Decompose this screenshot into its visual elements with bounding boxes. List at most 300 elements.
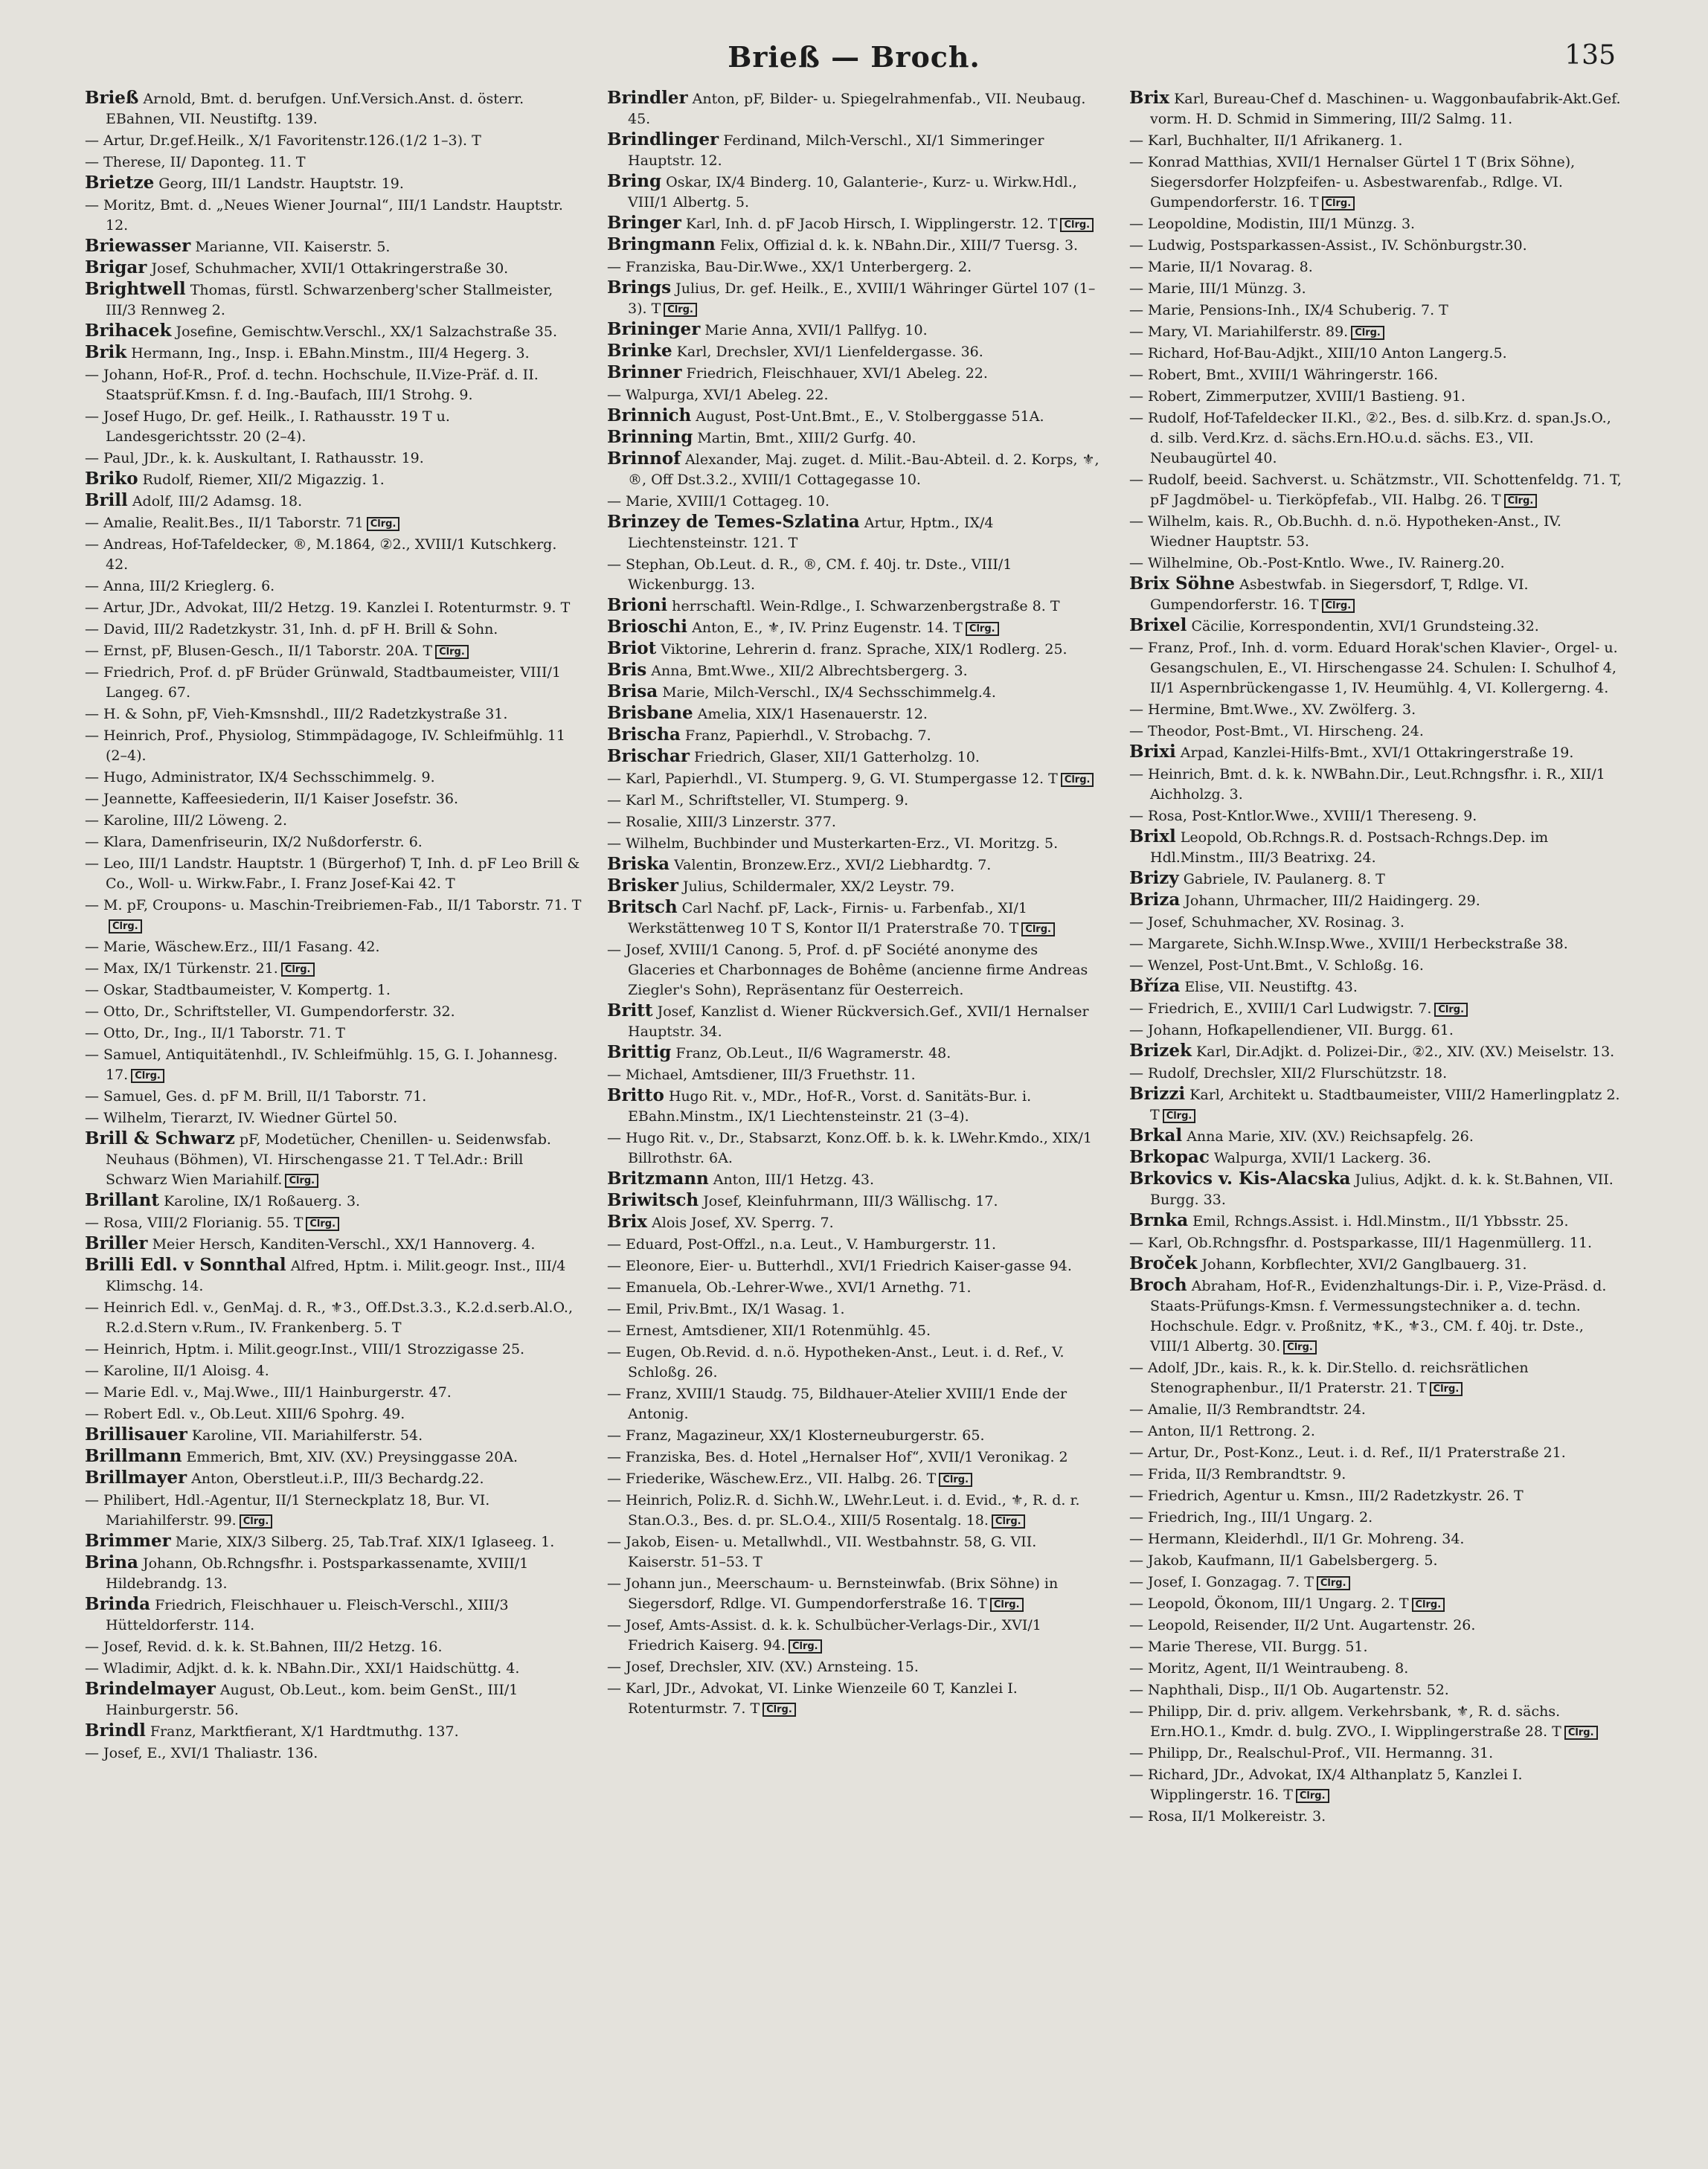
entry-details: — Josef, I. Gonzagag. 7. T xyxy=(1129,1574,1314,1590)
directory-entry xyxy=(85,1107,582,1128)
entry-details: — Marie, Wäschew.Erz., III/1 Fasang. 42. xyxy=(85,939,380,955)
entry-details: — Karoline, II/1 Aloisg. 4. xyxy=(85,1363,269,1379)
directory-entry xyxy=(1129,805,1626,826)
directory-entry xyxy=(85,490,582,512)
entry-details: — Marie, XVIII/1 Cottageg. 10. xyxy=(607,493,830,510)
entry-details: — Marie Therese, VII. Burgg. 51. xyxy=(1129,1639,1368,1655)
clearing-badge: Clrg. xyxy=(1296,1789,1329,1803)
directory-entry xyxy=(607,384,1104,405)
entry-surname: Bříza xyxy=(1129,976,1181,996)
entry-details: Julius, Dr. gef. Heilk., E., XVIII/1 Währinger Gürtel 107 (1–3). T xyxy=(628,280,1096,317)
directory-entry xyxy=(607,512,1104,553)
entry-details: Franz, Papierhdl., V. Strobachg. 7. xyxy=(684,727,931,744)
directory-entry xyxy=(1129,573,1626,615)
entry-details: Artur, Hptm., IX/4 Liechtensteinstr. 121. T xyxy=(628,515,994,551)
entry-surname: Brill & Schwarz xyxy=(85,1128,235,1148)
entry-details: Franz, Ob.Leut., II/6 Wagramerstr. 48. xyxy=(675,1045,951,1061)
directory-entry xyxy=(85,1679,582,1720)
entry-details: — Johann, Hofkapellendiener, VII. Burgg. 61. xyxy=(1129,1022,1454,1038)
directory-entry xyxy=(607,362,1104,384)
directory-entry xyxy=(85,1338,582,1360)
directory-entry xyxy=(1129,890,1626,911)
entry-details: Marie, XIX/3 Silberg. 25, Tab.Traf. XIX/1 Iglaseeg. 1. xyxy=(175,1534,555,1550)
directory-entry xyxy=(1129,364,1626,385)
entry-details: — Marie, Pensions-Inh., IX/4 Schuberig. 7. T xyxy=(1129,302,1448,318)
entry-details: — Rudolf, Drechsler, XII/2 Flurschützstr. 18. xyxy=(1129,1065,1448,1082)
directory-entry xyxy=(1129,1253,1626,1275)
entry-details: Marie, Milch-Verschl., IX/4 Sechsschimmelg.4. xyxy=(662,684,996,701)
entry-details: — Eleonore, Eier- u. Butterhdl., XVI/1 Friedrich Kaiser-gasse 94. xyxy=(607,1258,1072,1274)
entry-details: — Philipp, Dir. d. priv. allgem. Verkehrsbank, ⚜, R. d. sächs. Ern.HO.1., Kmdr. d. bulg. ZVO., I. Wipplingerstraße 28. T xyxy=(1129,1703,1561,1740)
entry-surname: Brix Söhne xyxy=(1129,573,1236,594)
entry-details: — Klara, Damenfriseurin, IX/2 Nußdorferstr. 6. xyxy=(85,834,423,850)
clearing-badge: Clrg. xyxy=(131,1069,164,1083)
directory-entry xyxy=(1129,1398,1626,1420)
entry-details: — Heinrich Edl. v., GenMaj. d. R., ⚜3., Off.Dst.3.3., K.2.d.serb.Al.O., R.2.d.Stern v.Rum., IV. Frankenberg. 5. T xyxy=(85,1299,574,1336)
entry-surname: Brisker xyxy=(607,875,678,896)
entry-details: — Rudolf, Hof-Tafeldecker II.Kl., ②2., Bes. d. silb.Krz. d. span.Js.O., d. silb. Verd.Krz. d. sächs.Ern.HO.u.d. sächs. E3., VII. Neubaugürtel 40. xyxy=(1129,410,1611,466)
entry-details: — Leo, III/1 Landstr. Hauptstr. 1 (Bürgerhof) T, Inh. d. pF Leo Brill & Co., Woll- u. Wirkw.Fabr., I. Franz Josef-Kai 42. T xyxy=(85,855,580,892)
directory-entry xyxy=(1129,1420,1626,1442)
entry-details: August, Post-Unt.Bmt., E., V. Stolberggasse 51A. xyxy=(696,408,1044,425)
directory-entry xyxy=(85,1233,582,1255)
directory-entry xyxy=(607,1276,1104,1298)
directory-entry xyxy=(85,129,582,151)
directory-entry xyxy=(607,1000,1104,1042)
entry-surname: Britsch xyxy=(607,897,678,917)
directory-entry xyxy=(607,405,1104,427)
entry-surname: Brinzey de Temes-Szlatina xyxy=(607,512,860,532)
entry-details: — Heinrich, Prof., Physiolog, Stimmpädagoge, IV. Schleifmühlg. 11 (2–4). xyxy=(85,727,565,764)
entry-details: — Philipp, Dr., Realschul-Prof., VII. Hermanng. 31. xyxy=(1129,1745,1494,1761)
directory-entry xyxy=(85,1489,582,1531)
directory-entry xyxy=(607,88,1104,129)
directory-columns xyxy=(85,88,1626,1827)
entry-details: — Franziska, Bau-Dir.Wwe., XX/1 Unterbergerg. 2. xyxy=(607,259,972,275)
directory-entry xyxy=(607,1341,1104,1383)
directory-entry xyxy=(85,766,582,788)
clearing-badge: Clrg. xyxy=(1060,218,1094,232)
directory-entry xyxy=(85,173,582,194)
entry-details: — Rosalie, XIII/3 Linzerstr. 377. xyxy=(607,814,836,830)
directory-entry xyxy=(607,875,1104,897)
clearing-badge: Clrg. xyxy=(1317,1576,1350,1590)
entry-surname: Brindelmayer xyxy=(85,1679,216,1699)
directory-entry xyxy=(85,194,582,236)
entry-details: Friedrich, Fleischhauer, XVI/1 Abeleg. 22. xyxy=(686,365,988,382)
directory-entry xyxy=(607,1656,1104,1677)
entry-details: Abraham, Hof-R., Evidenzhaltungs-Dir. i. P., Vize-Präsd. d. Staats-Prüfungs-Kmsn. f. Vermessungstechniker a. d. techn. Hochschule. Edgr. v. Proßnitz, ⚜K., ⚜3., CM. f. 40j. tr. Dste., VIII/1 Albertg. 30. xyxy=(1150,1278,1607,1355)
directory-entry xyxy=(1129,213,1626,234)
entry-surname: Brininger xyxy=(607,319,701,339)
entry-surname: Brizy xyxy=(1129,868,1179,888)
directory-entry xyxy=(85,809,582,831)
entry-details: — Marie Edl. v., Maj.Wwe., III/1 Hainburgerstr. 47. xyxy=(85,1384,452,1401)
entry-details: — Max, IX/1 Türkenstr. 21. xyxy=(85,960,278,977)
entry-details: — Josef, Amts-Assist. d. k. k. Schulbücher-Verlags-Dir., XVI/1 Friedrich Kaiserg. 94. xyxy=(607,1617,1041,1654)
entry-details: — Andreas, Hof-Tafeldecker, ®, M.1864, ②2., XVIII/1 Kutschkerg. 42. xyxy=(85,536,557,573)
entry-details: Johann, Ob.Rchngsfhr. i. Postsparkassenamte, XVIII/1 Hildebrandg. 13. xyxy=(106,1555,529,1592)
entry-details: Friedrich, Fleischhauer u. Fleisch-Verschl., XIII/3 Hütteldorferstr. 114. xyxy=(106,1597,509,1633)
directory-entry xyxy=(607,1233,1104,1255)
directory-entry xyxy=(607,1064,1104,1085)
entry-details: — Wilhelm, Tierarzt, IV. Wiedner Gürtel 50. xyxy=(85,1110,398,1126)
directory-entry xyxy=(85,1424,582,1446)
entry-surname: Bris xyxy=(607,660,647,680)
clearing-badge: Clrg. xyxy=(664,303,697,317)
entry-details: Emil, Rchngs.Assist. i. Hdl.Minstm., II/1 Ybbsstr. 25. xyxy=(1192,1213,1569,1230)
directory-entry xyxy=(607,427,1104,449)
directory-entry xyxy=(607,256,1104,277)
entry-details: Adolf, III/2 Adamsg. 18. xyxy=(132,493,303,510)
directory-entry xyxy=(1129,234,1626,256)
directory-entry xyxy=(85,1636,582,1657)
directory-entry xyxy=(607,660,1104,681)
entry-surname: Briwitsch xyxy=(607,1190,699,1210)
directory-entry xyxy=(85,1552,582,1594)
directory-entry xyxy=(607,789,1104,811)
clearing-badge: Clrg. xyxy=(109,919,142,934)
directory-entry xyxy=(85,1085,582,1107)
entry-details: — Hugo Rit. v., Dr., Stabsarzt, Konz.Off. b. k. k. LWehr.Kmdo., XIX/1 Billrothstr. 6A. xyxy=(607,1130,1092,1166)
column-left xyxy=(85,88,582,1827)
directory-entry xyxy=(85,469,582,490)
entry-details: Thomas, fürstl. Schwarzenberg'scher Stallmeister, III/3 Rennweg 2. xyxy=(106,282,553,318)
entry-details: herrschaftl. Wein-Rdlge., I. Schwarzenbergstraße 8. T xyxy=(672,598,1060,614)
directory-entry xyxy=(1129,151,1626,213)
entry-details: — Robert Edl. v., Ob.Leut. XIII/6 Spohrg. 49. xyxy=(85,1406,405,1422)
column-middle xyxy=(607,88,1104,1827)
entry-details: — Rosa, II/1 Molkereistr. 3. xyxy=(1129,1808,1326,1825)
entry-details: — Anna, III/2 Kriegl​erg. 6. xyxy=(85,578,275,594)
entry-details: — David, III/2 Radetzkystr. 31, Inh. d. pF H. Brill & Sohn. xyxy=(85,621,498,637)
entry-surname: Brix xyxy=(1129,88,1170,108)
directory-entry xyxy=(1129,88,1626,129)
entry-details: — Josef Hugo, Dr. gef. Heilk., I. Rathausstr. 19 T u. Landesgerichtsstr. 20 (2–4). xyxy=(85,408,450,445)
entry-details: — Michael, Amtsdiener, III/3 Fruethstr. 11. xyxy=(607,1067,916,1083)
directory-entry xyxy=(1129,1084,1626,1125)
directory-entry xyxy=(1129,1442,1626,1463)
clearing-badge: Clrg. xyxy=(1163,1109,1196,1123)
entry-details: Alexander, Maj. zuget. d. Milit.-Bau-Abteil. d. 2. Korps, ⚜, ®, Off Dst.3.2., XVIII/1 Cottagegasse 10. xyxy=(628,452,1099,488)
entry-details: — Karl, Buchhalter, II/1 Afrikanerg. 1. xyxy=(1129,132,1403,149)
clearing-badge: Clrg. xyxy=(1322,599,1355,613)
directory-entry xyxy=(607,939,1104,1000)
entry-surname: Brinda xyxy=(85,1594,151,1614)
entry-surname: Britzmann xyxy=(607,1169,709,1189)
directory-entry xyxy=(607,854,1104,875)
clearing-badge: Clrg. xyxy=(285,1174,318,1188)
directory-entry xyxy=(607,319,1104,341)
clearing-badge: Clrg. xyxy=(1430,1382,1463,1396)
entry-surname: Brillisauer xyxy=(85,1424,187,1445)
entry-details: Hugo Rit. v., MDr., Hof-R., Vorst. d. Sanitäts-Bur. i. EBahn.Minstm., IX/1 Liechtensteinstr. 21 (3–4). xyxy=(628,1088,1032,1125)
entry-surname: Briller xyxy=(85,1233,148,1253)
directory-entry xyxy=(85,640,582,661)
entry-details: — Adolf, JDr., kais. R., k. k. Dir.Stello. d. reichsrätlichen Stenographenbur., II/1 Praterstr. 21. T xyxy=(1129,1360,1529,1396)
entry-surname: Brinnof xyxy=(607,449,681,469)
entry-details: Georg, III/1 Landstr. Hauptstr. 19. xyxy=(158,176,404,192)
entry-details: — Marie, II/1 Novarag. 8. xyxy=(1129,259,1313,275)
directory-entry xyxy=(607,1468,1104,1489)
entry-details: — Emil, Priv.Bmt., IX/1 Wasag. 1. xyxy=(607,1301,845,1317)
entry-details: Anton, E., ⚜, IV. Prinz Eugenstr. 14. T xyxy=(692,620,963,636)
entry-surname: Brihacek xyxy=(85,321,172,341)
entry-details: — Wenzel, Post-Unt.Bmt., V. Schloßg. 16. xyxy=(1129,957,1424,974)
clearing-badge: Clrg. xyxy=(435,645,469,659)
directory-entry xyxy=(85,661,582,703)
entry-surname: Brindler xyxy=(607,88,688,108)
directory-entry xyxy=(607,703,1104,724)
entry-surname: Britto xyxy=(607,1085,664,1105)
directory-entry xyxy=(85,533,582,575)
clearing-badge: Clrg. xyxy=(789,1639,822,1654)
directory-entry xyxy=(85,1190,582,1212)
directory-entry xyxy=(85,703,582,724)
entry-surname: Brillmann xyxy=(85,1446,182,1466)
directory-entry xyxy=(607,1085,1104,1127)
directory-entry xyxy=(1129,469,1626,510)
entry-surname: Brkopac xyxy=(1129,1147,1210,1167)
directory-entry xyxy=(607,724,1104,746)
directory-entry xyxy=(85,1657,582,1679)
entry-details: — Wladimir, Adjkt. d. k. k. NBahn.Dir., XXI/1 Haidschüttg. 4. xyxy=(85,1660,520,1677)
directory-entry xyxy=(607,1572,1104,1614)
directory-entry xyxy=(85,1360,582,1381)
entry-details: — Jakob, Eisen- u. Metallwhdl., VII. Westbahnstr. 58, G. VII. Kaiserstr. 51–53. T xyxy=(607,1534,1037,1570)
entry-details: — Walpurga, XVI/1 Abeleg. 22. xyxy=(607,387,829,403)
entry-surname: Brigar xyxy=(85,257,147,277)
directory-entry xyxy=(1129,1062,1626,1084)
entry-details: Karl, Bureau-Chef d. Maschinen- u. Waggonbaufabrik-Akt.Gef. vorm. H. D. Schmid in Simmering, III/2 Salmg. 11. xyxy=(1150,91,1621,127)
directory-entry xyxy=(1129,698,1626,720)
directory-entry xyxy=(1129,129,1626,151)
directory-entry xyxy=(607,1446,1104,1468)
entry-details: — Paul, JDr., k. k. Auskultant, I. Rathausstr. 19. xyxy=(85,450,424,466)
directory-entry xyxy=(607,1298,1104,1320)
entry-details: August, Ob.Leut., kom. beim GenSt., III/1 Hainburgerstr. 56. xyxy=(106,1682,518,1718)
entry-details: — Josef, XVIII/1 Canong. 5, Prof. d. pF Société anonyme des Glaceries et Charbonnages de Bohême (ancienne firme Andreas Ziegler's Sohn), Repräsentanz für Oesterreich. xyxy=(607,942,1088,998)
entry-details: Johann, Uhrmacher, III/2 Haidingerg. 29. xyxy=(1184,893,1480,909)
entry-details: Gabriele, IV. Paulanerg. 8. T xyxy=(1183,871,1385,887)
directory-entry xyxy=(85,1044,582,1085)
entry-details: pF, Modetücher, Chenillen- u. Seidenwsfab. Neuhaus (Böhmen), VI. Hirschengasse 21. T Tel.Adr.: Brill Schwarz Wien Mariahilf. xyxy=(106,1131,551,1188)
clearing-badge: Clrg. xyxy=(1283,1340,1317,1355)
directory-entry xyxy=(607,277,1104,319)
directory-entry xyxy=(1129,637,1626,698)
directory-entry xyxy=(1129,868,1626,890)
entry-details: — Hugo, Administrator, IX/4 Sechsschimmelg. 9. xyxy=(85,769,435,785)
directory-entry xyxy=(607,1531,1104,1572)
directory-entry xyxy=(607,490,1104,512)
entry-surname: Brix xyxy=(607,1212,648,1232)
directory-entry xyxy=(1129,763,1626,805)
directory-entry xyxy=(1129,1657,1626,1679)
directory-entry xyxy=(1129,911,1626,933)
directory-entry xyxy=(85,342,582,364)
directory-entry xyxy=(1129,826,1626,868)
directory-entry xyxy=(1129,720,1626,742)
entry-details: — Richard, JDr., Advokat, IX/4 Althanplatz 5, Kanzlei I. Wipplingerstr. 16. T xyxy=(1129,1767,1523,1803)
entry-surname: Brinner xyxy=(607,362,682,382)
entry-details: Karoline, IX/1 Roßauerg. 3. xyxy=(164,1193,361,1209)
entry-details: — Franz, Magazineur, XX/1 Klosterneuburgerstr. 65. xyxy=(607,1427,985,1444)
page-number: 135 xyxy=(1564,40,1616,71)
entry-details: Karl, Inh. d. pF Jacob Hirsch, I. Wipplingerstr. 12. T xyxy=(685,216,1058,232)
directory-entry xyxy=(1129,1019,1626,1041)
entry-details: — Josef, E., XVI/1 Thaliastr. 136. xyxy=(85,1745,318,1761)
entry-details: — Hermine, Bmt.Wwe., XV. Zwölferg. 3. xyxy=(1129,701,1416,718)
clearing-badge: Clrg. xyxy=(1434,1003,1468,1017)
entry-details: — Samuel, Ges. d. pF M. Brill, II/1 Taborstr. 71. xyxy=(85,1088,427,1105)
directory-entry xyxy=(85,151,582,173)
directory-entry xyxy=(1129,299,1626,321)
column-right xyxy=(1129,88,1626,1827)
directory-entry xyxy=(1129,1742,1626,1764)
directory-entry xyxy=(607,832,1104,854)
directory-entry xyxy=(1129,954,1626,976)
entry-surname: Briewasser xyxy=(85,236,191,256)
directory-entry xyxy=(1129,1169,1626,1210)
entry-details: Karoline, VII. Mariahilferstr. 54. xyxy=(191,1427,423,1444)
directory-entry xyxy=(607,553,1104,595)
entry-details: — Artur, Dr., Post-Konz., Leut. i. d. Ref., II/1 Praterstraße 21. xyxy=(1129,1445,1566,1461)
entry-details: — Eduard, Post-Offzl., n.a. Leut., V. Hamburgerstr. 11. xyxy=(607,1236,997,1253)
directory-entry xyxy=(1129,277,1626,299)
entry-surname: Brnka xyxy=(1129,1210,1189,1230)
entry-details: — Friedrich, Agentur u. Kmsn., III/2 Radetzkystr. 26. T xyxy=(1129,1488,1524,1504)
entry-details: — Ernst, pF, Blusen-Gesch., II/1 Taborstr. 20A. T xyxy=(85,643,433,659)
directory-entry xyxy=(607,595,1104,617)
directory-entry xyxy=(85,618,582,640)
entry-details: — Amalie, Realit.Bes., II/1 Taborstr. 71 xyxy=(85,515,364,531)
entry-details: Carl Nachf. pF, Lack-, Firnis- u. Farbenfab., XI/1 Werkstättenweg 10 T S, Kontor II/1 Praterstraße 70. T xyxy=(628,900,1028,936)
entry-details: Alois Josef, XV. Sperrg. 7. xyxy=(652,1215,834,1231)
clearing-badge: Clrg. xyxy=(281,963,315,977)
entry-details: — Karl M., Schriftsteller, VI. Stumperg. 9. xyxy=(607,792,909,809)
entry-details: — Stephan, Ob.Leut. d. R., ®, CM. f. 40j. tr. Dste., VIII/1 Wickenburgg. 13. xyxy=(607,556,1012,593)
entry-details: — Karl, JDr., Advokat, VI. Linke Wienzeile 60 T, Kanzlei I. Rotenturmstr. 7. T xyxy=(607,1680,1018,1717)
entry-details: — Otto, Dr., Schriftsteller, VI. Gumpendorferstr. 32. xyxy=(85,1003,455,1020)
entry-details: — Heinrich, Bmt. d. k. k. NWBahn.Dir., Leut.Rchngsfhr. i. R., XII/1 Aichholzg. 3. xyxy=(1129,766,1605,803)
directory-entry xyxy=(1129,1528,1626,1549)
directory-entry xyxy=(1129,1463,1626,1485)
directory-entry xyxy=(85,1531,582,1552)
entry-details: — Leopold, Ökonom, III/1 Ungarg. 2. T xyxy=(1129,1596,1409,1612)
entry-surname: Brizzi xyxy=(1129,1084,1186,1104)
directory-entry xyxy=(1129,1485,1626,1506)
directory-entry xyxy=(1129,510,1626,552)
entry-details: Emmerich, Bmt, XIV. (XV.) Preysinggasse 20A. xyxy=(186,1449,518,1465)
entry-details: — Johann jun., Meerschaum- u. Bernsteinwfab. (Brix Söhne) in Siegersdorf, Rdlge. VI. Gumpendorferstraße 16. T xyxy=(607,1575,1059,1612)
entry-details: — Naphthali, Disp., II/1 Ob. Augartenstr. 52. xyxy=(1129,1682,1449,1698)
directory-entry xyxy=(85,894,582,936)
entry-details: — Franziska, Bes. d. Hotel „Hernalser Hof“, XVII/1 Veronikag. 2 xyxy=(607,1449,1068,1465)
directory-entry xyxy=(85,957,582,979)
clearing-badge: Clrg. xyxy=(966,622,999,636)
directory-entry xyxy=(1129,1679,1626,1700)
entry-details: Anton, Oberstleut.i.P., III/3 Bechardg.22. xyxy=(191,1471,484,1487)
entry-details: Marie Anna, XVII/1 Pallfyg. 10. xyxy=(704,322,928,338)
directory-entry xyxy=(1129,552,1626,573)
entry-surname: Brinnich xyxy=(607,405,692,425)
directory-entry xyxy=(85,1468,582,1489)
running-head: Brieß — Broch. xyxy=(728,40,980,74)
clearing-badge: Clrg. xyxy=(990,1598,1024,1612)
entry-details: Josefine, Gemischtw.Verschl., XX/1 Salzachstraße 35. xyxy=(176,324,557,340)
directory-entry xyxy=(607,1614,1104,1656)
entry-details: Oskar, IX/4 Binderg. 10, Galanterie-, Kurz- u. Wirkw.Hdl., VIII/1 Albertg. 5. xyxy=(628,174,1077,211)
directory-entry xyxy=(85,1128,582,1190)
entry-details: Marianne, VII. Kaiserstr. 5. xyxy=(195,239,391,255)
directory-entry xyxy=(85,321,582,342)
directory-entry xyxy=(1129,933,1626,954)
entry-surname: Brina xyxy=(85,1552,138,1572)
directory-entry xyxy=(607,1169,1104,1190)
entry-details: — Mary, VI. Mariahilferstr. 89. xyxy=(1129,324,1349,340)
entry-details: — Jeannette, Kaffeesiederin, II/1 Kaiser Josefstr. 36. xyxy=(85,791,459,807)
directory-entry xyxy=(1129,385,1626,407)
entry-details: — Richard, Hof-Bau-Adjkt., XIII/10 Anton Langerg.5. xyxy=(1129,345,1507,362)
directory-entry xyxy=(607,129,1104,171)
directory-entry xyxy=(1129,1593,1626,1614)
directory-entry xyxy=(85,831,582,852)
directory-entry xyxy=(85,88,582,129)
entry-details: — Heinrich, Hptm. i. Milit.geogr.Inst., VIII/1 Strozzigasse 25. xyxy=(85,1341,525,1357)
directory-entry xyxy=(85,1022,582,1044)
entry-surname: Briska xyxy=(607,854,670,874)
directory-entry xyxy=(85,1255,582,1296)
directory-entry xyxy=(85,405,582,447)
entry-surname: Brisbane xyxy=(607,703,693,723)
entry-details: — Moritz, Agent, II/1 Weintraubeng. 8. xyxy=(1129,1660,1409,1677)
entry-details: — Konrad Matthias, XVII/1 Hernalser Gürtel 1 T (Brix Söhne), Siegersdorfer Holzpfeifen- u. Asbestwarenfab., Rdlge. VI. Gumpendorferstr. 16. T xyxy=(1129,154,1576,211)
entry-details: Alfred, Hptm. i. Milit.geogr. Inst., III/4 Klimschg. 14. xyxy=(106,1258,566,1294)
entry-details: — Friedrich, Prof. d. pF Brüder Grünwald, Stadtbaumeister, VIII/1 Langeg. 67. xyxy=(85,664,561,701)
entry-details: — Amalie, II/3 Rembrandtstr. 24. xyxy=(1129,1401,1366,1418)
entry-details: — Rosa, Post-Kntlor.Wwe., XVIII/1 Thereseng. 9. xyxy=(1129,808,1477,824)
directory-entry xyxy=(1129,742,1626,763)
entry-details: — Ernest, Amtsdiener, XII/1 Rotenmühlg. 45. xyxy=(607,1323,931,1339)
directory-entry xyxy=(607,1383,1104,1424)
entry-details: — Marie, III/1 Münzg. 3. xyxy=(1129,280,1306,297)
directory-entry xyxy=(85,979,582,1000)
directory-entry xyxy=(85,447,582,469)
entry-details: — Wilhelm, kais. R., Ob.Buchh. d. n.ö. Hypotheken-Anst., IV. Wiedner Hauptstr. 53. xyxy=(1129,513,1561,550)
directory-entry xyxy=(85,364,582,405)
entry-details: — Moritz, Bmt. d. „Neues Wiener Journal“, III/1 Landstr. Hauptstr. 12. xyxy=(85,197,563,234)
directory-entry xyxy=(1129,1210,1626,1232)
entry-details: Viktorine, Lehrerin d. franz. Sprache, XIX/1 Rodlerg. 25. xyxy=(661,641,1068,658)
entry-details: — Ludwig, Postsparkassen-Assist., IV. Schönburgstr.30. xyxy=(1129,237,1527,254)
entry-surname: Brietze xyxy=(85,173,155,193)
entry-details: — Samuel, Antiquitätenhdl., IV. Schleifmühlg. 15, G. I. Johannesg. 17. xyxy=(85,1047,558,1083)
directory-entry xyxy=(85,1212,582,1233)
entry-surname: Brioni xyxy=(607,595,668,615)
directory-entry xyxy=(85,257,582,279)
entry-surname: Broch xyxy=(1129,1275,1187,1295)
entry-details: — Emanuela, Ob.-Lehrer-Wwe., XVI/1 Arnethg. 71. xyxy=(607,1279,972,1296)
entry-details: Friedrich, Glaser, XII/1 Gatterholzg. 10. xyxy=(694,749,980,765)
entry-surname: Bringer xyxy=(607,213,681,233)
entry-details: — Heinrich, Poliz.R. d. Sichh.W., LWehr.Leut. i. d. Evid., ⚜, R. d. r. Stan.O.3., Bes. d. pr. SL.O.4., XIII/5 Rosentalg. 18. xyxy=(607,1492,1080,1529)
entry-details: — Karl, Ob.Rchngsfhr. d. Postsparkasse, III/1 Hagenmüllerg. 11. xyxy=(1129,1235,1593,1251)
entry-details: — M. pF, Croupons- u. Maschin-Treibriemen-Fab., II/1 Taborstr. 71. T xyxy=(85,897,582,913)
directory-entry xyxy=(85,1403,582,1424)
entry-details: — Anton, II/1 Rettrong. 2. xyxy=(1129,1423,1315,1439)
directory-entry xyxy=(1129,1571,1626,1593)
entry-surname: Brieß xyxy=(85,88,139,108)
